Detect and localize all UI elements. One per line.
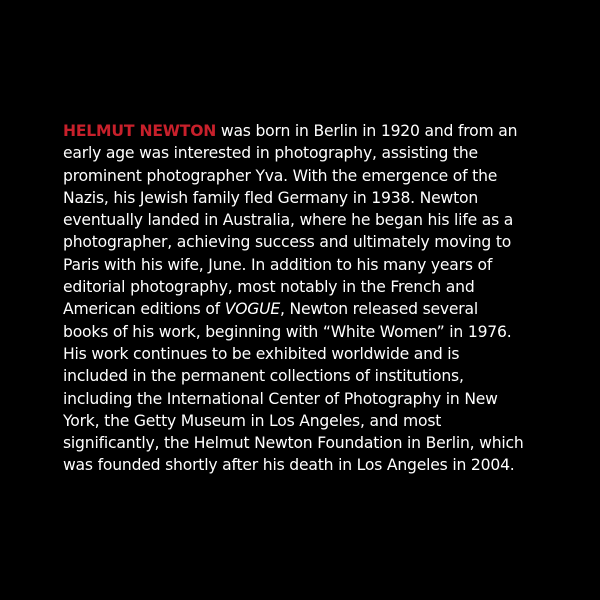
bio-text: was born in Berlin in 1920 and from an	[216, 122, 518, 140]
bio-line	[63, 298, 543, 320]
biography-text	[63, 120, 543, 477]
bio-line: significantly, the Helmut Newton Foundation in Berlin, which	[63, 434, 524, 453]
bio-text: American editions of	[63, 300, 225, 319]
bio-line: early age was interested in photography, assisting the	[63, 144, 478, 163]
bio-text: , Newton released several	[280, 300, 479, 319]
bio-line: books of his work, beginning with “White Women” in 1976.	[63, 322, 512, 341]
bio-line: editorial photography, most notably in the French and	[63, 278, 475, 297]
bio-line: Paris with his wife, June. In addition to his many years of	[63, 255, 493, 274]
bio-line	[63, 120, 543, 142]
bio-line: was founded shortly after his death in Los Angeles in 2004.	[63, 456, 515, 475]
bio-line: included in the permanent collections of institutions,	[63, 367, 464, 386]
bio-line: photographer, achieving success and ultimately moving to	[63, 233, 512, 252]
bio-line: eventually landed in Australia, where he began his life as a	[63, 211, 514, 230]
bio-line: York, the Getty Museum in Los Angeles, and most	[63, 411, 442, 430]
magazine-title: VOGUE	[224, 300, 281, 319]
artist-name: HELMUT NEWTON	[63, 122, 217, 140]
bio-line: His work continues to be exhibited worldwide and is	[63, 344, 460, 363]
bio-line: Nazis, his Jewish family fled Germany in 1938. Newton	[63, 188, 479, 207]
bio-line: prominent photographer Yva. With the emergence of the	[63, 166, 498, 185]
bio-line: including the International Center of Photography in New	[63, 389, 498, 408]
